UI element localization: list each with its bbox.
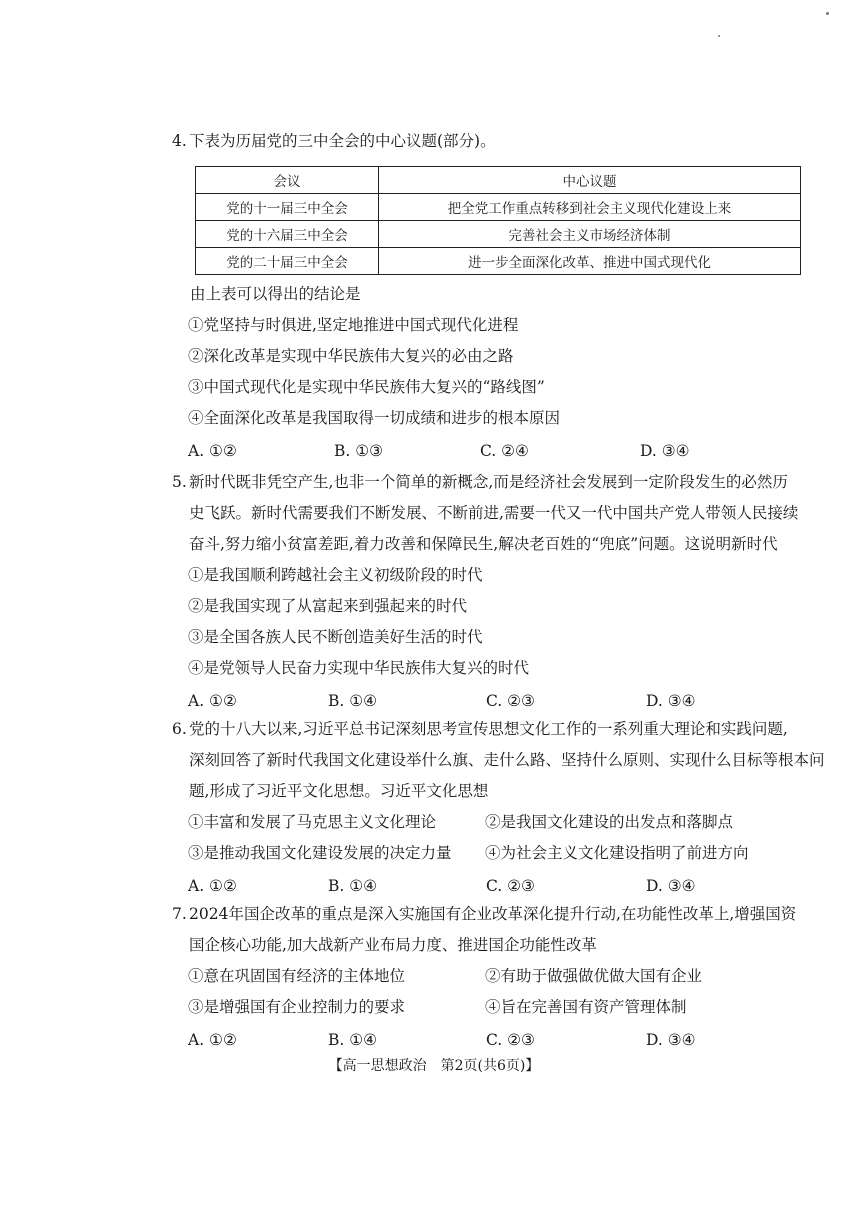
- option-item: ④旨在完善国有资产管理体制: [485, 998, 687, 1016]
- table-row: [196, 194, 801, 221]
- answer-c[interactable]: C. ②④: [480, 442, 529, 460]
- question-text: 2024年国企改革的重点是深入实施国有企业改革深化提升行动,在功能性改革上,增强国资: [189, 905, 797, 923]
- table-cell: 把全党工作重点转移到社会主义现代化建设上来: [379, 194, 801, 221]
- answer-a[interactable]: A. ①②: [188, 692, 237, 710]
- option-item: ①丰富和发展了马克思主义文化理论: [188, 813, 437, 831]
- option-row: [172, 961, 796, 992]
- question-number: 7.: [172, 905, 187, 923]
- table-header-topic: 中心议题: [379, 167, 801, 194]
- option-item: ①是我国顺利跨越社会主义初级阶段的时代: [188, 566, 483, 584]
- option-item: ②深化改革是实现中华民族伟大复兴的必由之路: [188, 347, 514, 365]
- table-row: [196, 221, 801, 248]
- answer-a[interactable]: A. ①②: [188, 877, 237, 895]
- option-item: ③是推动我国文化建设发展的决定力量: [188, 844, 452, 862]
- question-stem: [172, 126, 496, 157]
- table-cell: 进一步全面深化改革、推进中国式现代化: [379, 248, 801, 275]
- answer-b[interactable]: B. ①④: [328, 1031, 378, 1049]
- question-text: 党的十八大以来,习近平总书记深刻思考宣传思想文化工作的一系列重大理论和实践问题,: [189, 720, 788, 738]
- option-item: ④全面深化改革是我国取得一切成绩和进步的根本原因: [188, 409, 561, 427]
- question-6: [172, 714, 825, 902]
- option-row: [172, 807, 825, 838]
- option-item: ③是增强国有企业控制力的要求: [188, 998, 406, 1016]
- answer-d[interactable]: D. ③④: [646, 692, 696, 710]
- table-header-meeting: 会议: [196, 167, 379, 194]
- table-header-row: [196, 167, 801, 194]
- question-7: [172, 899, 796, 1056]
- question-text: 国企核心功能,加大战新产业布局力度、推进国企功能性改革: [189, 936, 597, 954]
- question-4: [172, 126, 496, 157]
- question-text: 新时代既非凭空产生,也非一个简单的新概念,而是经济社会发展到一定阶段发生的必然历: [189, 473, 788, 491]
- answer-a[interactable]: A. ①②: [188, 1031, 237, 1049]
- answer-b[interactable]: B. ①④: [328, 692, 378, 710]
- question-text: 史飞跃。新时代需要我们不断发展、不断前进,需要一代又一代中国共产党人带领人民接续: [189, 504, 799, 522]
- table-cell: 党的十一届三中全会: [196, 194, 379, 221]
- option-item: ①党坚持与时俱进,坚定地推进中国式现代化进程: [188, 316, 519, 334]
- question-stem: [172, 714, 825, 807]
- answer-choices: [172, 436, 690, 467]
- option-item: ③中国式现代化是实现中华民族伟大复兴的“路线图”: [188, 378, 545, 396]
- question-text: 题,形成了习近平文化思想。习近平文化思想: [189, 782, 489, 800]
- option-item: ②是我国实现了从富起来到强起来的时代: [188, 597, 468, 615]
- answer-choices: [172, 686, 798, 717]
- answer-d[interactable]: D. ③④: [640, 442, 690, 460]
- question-stem: [172, 467, 798, 560]
- option-item: ②有助于做强做优做大国有企业: [485, 967, 703, 985]
- question-number: 5.: [172, 473, 187, 491]
- answer-choices: [172, 1025, 796, 1056]
- topics-table: [195, 166, 801, 275]
- scan-speck: [826, 12, 829, 15]
- question-text: 深刻回答了新时代我国文化建设举什么旗、走什么路、坚持什么原则、实现什么目标等根本问: [189, 751, 825, 769]
- question-text: 下表为历届党的三中全会的中心议题(部分)。: [189, 132, 496, 150]
- question-lead: 由上表可以得出的结论是: [190, 285, 361, 303]
- answer-b[interactable]: B. ①④: [328, 877, 378, 895]
- answer-a[interactable]: A. ①②: [188, 442, 237, 460]
- answer-c[interactable]: C. ②③: [486, 1031, 535, 1049]
- option-item: ④是党领导人民奋力实现中华民族伟大复兴的时代: [188, 659, 530, 677]
- table-row: [196, 248, 801, 275]
- scan-speck: [718, 35, 720, 37]
- answer-choices: [172, 871, 825, 902]
- page-footer: 【高一思想政治 第2页(共6页)】: [328, 1058, 540, 1074]
- answer-c[interactable]: C. ②③: [486, 692, 535, 710]
- option-item: ②是我国文化建设的出发点和落脚点: [485, 813, 734, 831]
- table-cell: 党的十六届三中全会: [196, 221, 379, 248]
- answer-b[interactable]: B. ①③: [334, 442, 384, 460]
- question-stem: [172, 899, 796, 961]
- question-5: [172, 467, 798, 717]
- option-item: ③是全国各族人民不断创造美好生活的时代: [188, 628, 483, 646]
- answer-c[interactable]: C. ②③: [486, 877, 535, 895]
- answer-d[interactable]: D. ③④: [646, 877, 696, 895]
- option-item: ④为社会主义文化建设指明了前进方向: [485, 844, 749, 862]
- question-number: 4.: [172, 132, 187, 150]
- answer-d[interactable]: D. ③④: [646, 1031, 696, 1049]
- option-row: [172, 838, 825, 869]
- question-number: 6.: [172, 720, 187, 738]
- question-4-body: [172, 279, 690, 467]
- table-cell: 党的二十届三中全会: [196, 248, 379, 275]
- question-text: 奋斗,努力缩小贫富差距,着力改善和保障民生,解决老百姓的“兜底”问题。这说明新时代: [189, 535, 778, 553]
- option-item: ①意在巩固国有经济的主体地位: [188, 967, 406, 985]
- option-row: [172, 992, 796, 1023]
- table-cell: 完善社会主义市场经济体制: [379, 221, 801, 248]
